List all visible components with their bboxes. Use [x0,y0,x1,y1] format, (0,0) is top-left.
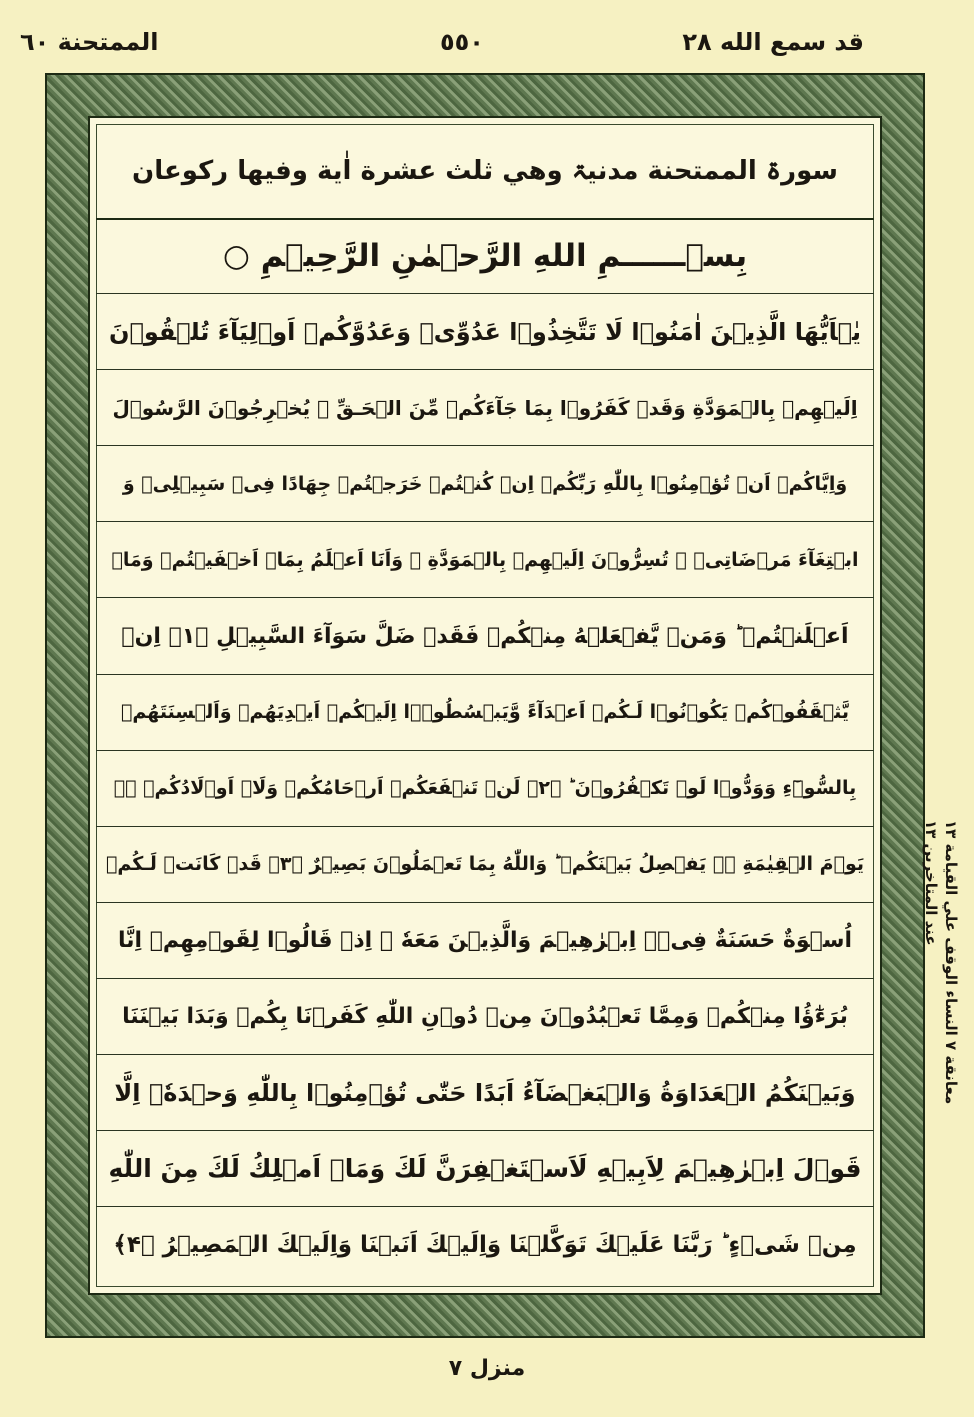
ornamental-border [45,73,925,1338]
text-line [96,1131,874,1207]
line-text: يَّثۡقَفُوۡكُمۡ يَكُوۡنُوۡا لَـكُمۡ اَعۡدَآءً وَّيَبۡسُطُوۡۤا اِلَيۡكُمۡ اَيۡدِيَهُمۡ وَاَلۡسِنَتَهُمۡ [120,701,850,724]
text-line [96,903,874,979]
line-text: قَوۡلَ اِبۡرٰهِيۡمَ لِاَبِيۡهِ لَاَسۡتَغۡفِرَنَّ لَكَ وَمَاۤ اَمۡلِكُ لَكَ مِنَ اللّٰهِ [108,1154,862,1184]
text-line [96,370,874,446]
text-line [96,522,874,598]
line-text: بِالسُّوۡٓءِ وَوَدُّوۡا لَوۡ تَكۡفُرُوۡنَ ؕ ﴿۲﴾ لَنۡ تَنۡفَعَكُمۡ اَرۡحَامُكُمۡ وَلَاۤ اَوۡلَادُكُمۡ ۛۚ [113,777,857,800]
bismillah-line: بِسۡــــــمِ اللهِ الرَّحۡمٰنِ الرَّحِيۡمِ ○ [222,237,748,274]
text-line [96,294,874,370]
line-text: اَعۡلَنۡتُمۡ‌ ؕ وَمَنۡ يَّفۡعَلۡهُ مِنۡكُمۡ فَقَدۡ ضَلَّ سَوَآءَ السَّبِيۡلِ ﴿۱﴾ اِنۡ [121,623,849,649]
verse-lines [96,218,874,1287]
text-line [96,598,874,674]
line-text: وَاِيَّاكُمۡ‌ اَنۡ تُؤۡمِنُوۡا بِاللّٰهِ رَبِّكُمۡ اِنۡ كُنۡتُمۡ خَرَجۡتُمۡ جِهَادًا فِىۡ سَبِيۡلِىۡ وَ [122,472,848,495]
text-line [96,1207,874,1283]
text-line [96,675,874,751]
margin-note-line: معانقة ٧ النساء الوقف علي القيامة ١٣ [942,820,960,1105]
juz-label: قد سمع الله ٢٨ [682,28,864,56]
line-text: يٰۤاَيُّهَا الَّذِيۡنَ اٰمَنُوۡا لَا تَتَّخِذُوۡا عَدُوِّىۡ وَعَدُوَّكُمۡ اَوۡلِيَآءَ تُلۡقُوۡنَ [108,317,862,346]
surah-title: سورۃ الممتحنة مدنیۃ وهي ثلث عشرة اٰية وفيها ركوعان [132,156,838,186]
line-text: وَبَيۡنَكُمُ الۡعَدَاوَةُ وَالۡبَغۡضَآءُ اَبَدًا حَتّٰى تُؤۡمِنُوۡا بِاللّٰهِ وَحۡدَهٗۤ اِلَّا [114,1078,856,1107]
manzil-label: منزل ٧ [448,1356,526,1381]
line-text: يَوۡمَ الۡقِيٰمَةِ ۛۚ يَفۡصِلُ بَيۡنَكُمۡ‌ ؕ وَاللّٰهُ بِمَا تَعۡمَلُوۡنَ بَصِيۡرٌ ﴿۳﴾ قَدۡ كَانَتۡ لَـكُمۡ [105,853,865,876]
line-text: اُسۡوَةٌ حَسَنَةٌ فِىۡۤ اِبۡرٰهِيۡمَ وَالَّذِيۡنَ مَعَهٗ ‌ۚ اِذۡ قَالُوۡا لِقَوۡمِهِمۡ اِنَّا [117,927,853,953]
text-panel [88,116,882,1295]
line-text: ابۡتِغَآءَ مَرۡضَاتِىۡ ‌ۖ تُسِرُّوۡنَ اِلَيۡهِمۡ بِالۡمَوَدَّةِ ‌ۖ وَاَنَا اَعۡلَمُ بِمَاۤ اَخۡفَيۡتُمۡ وَمَاۤ [111,548,859,571]
line-text: مِنۡ شَىۡءٍ‌ ؕ رَبَّنَا عَلَيۡكَ تَوَكَّلۡنَا وَاِلَيۡكَ اَنَبۡنَا وَاِلَيۡكَ الۡمَصِيۡرُ ﴿۴﴾ [113,1232,857,1259]
line-text: اِلَيۡهِمۡ بِالۡمَوَدَّةِ وَقَدۡ كَفَرُوۡا بِمَا جَآءَكُمۡ مِّنَ الۡحَـقِّ‌ ۚ يُخۡرِجُوۡنَ الرَّسُوۡلَ [112,395,858,420]
text-line [96,751,874,827]
text-line [96,827,874,903]
margin-note [917,820,961,1120]
margin-note-line: عند المتاخرين ١٣ [922,820,940,946]
text-line [96,979,874,1055]
text-line [96,446,874,522]
surah-title-box [96,124,874,220]
text-line [96,218,874,294]
page-number: ٥٥٠ [440,28,484,56]
text-line [96,1055,874,1131]
surah-label: الممتحنة ٦٠ [20,28,159,56]
line-text: بُرَءٰٓؤُا مِنۡكُمۡ وَمِمَّا تَعۡبُدُوۡنَ مِنۡ دُوۡنِ اللّٰهِ كَفَرۡنَا بِكُمۡ وَبَدَا بَيۡنَنَا [122,1003,848,1029]
